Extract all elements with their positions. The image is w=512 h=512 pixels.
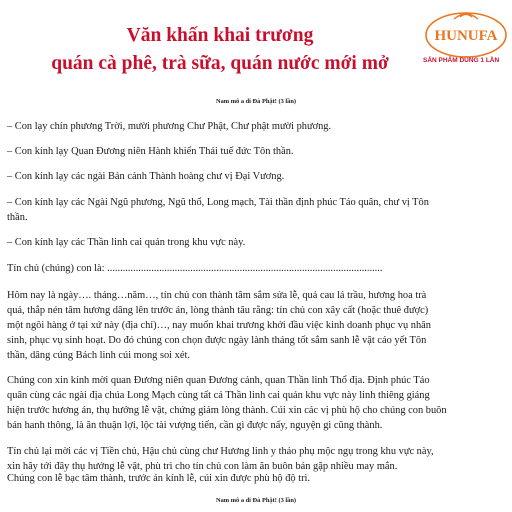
invocation-1: – Con lạy chín phương Trời, mười phương Chư Phật, Chư phật mười phương.	[7, 121, 332, 132]
invocation-4-line-1: – Con kính lạy các Ngài Ngũ phương, Ngũ thổ, Long mạch, Tài thần định phúc Táo quân, chư vị Tôn	[7, 197, 429, 208]
invocation-3: – Con kính lạy các ngài Bản cảnh Thành hoàng chư vị Đại Vương.	[7, 171, 285, 182]
invocation-2: – Con kính lạy Quan Đương niên Hành khiển Thái tuế đức Tôn thần.	[7, 146, 294, 157]
para1-line-4: sinh, phục vụ sinh hoạt. Do đó chúng con chọn được ngày lành tháng tốt sắm sanh lễ vật cáo yết Tôn	[7, 335, 427, 346]
para2-line-1: Chúng con xin kính mời quan Đương niên quan Đương cảnh, quan Thần linh Thổ địa. Định phúc Táo	[7, 375, 430, 386]
logo-tagline: SẢN PHẨM DÙNG 1 LẦN	[423, 57, 500, 64]
title-line-1: Văn khấn khai trương	[126, 25, 314, 46]
logo-mark	[424, 10, 508, 60]
para1-line-3: một ngôi hàng ở tại xứ này (địa chỉ)…, nay muốn khai trương khởi đầu việc kinh doanh phục vụ nhân	[7, 320, 431, 331]
para3-line-1: Tín chủ lại mời các vị Tiền chủ, Hậu chủ cùng chư Hương linh y thảo phụ mộc ngụ trong khu vực này,	[7, 446, 434, 457]
title-line-2: quán cà phê, trà sữa, quán nước mới mở	[51, 53, 389, 74]
para2-line-4: bán hanh thông, là ăn thuận lợi, lộc tài vượng tiến, cần gì được nấy, nguyện gì cũng thành.	[7, 420, 383, 431]
para1-line-1: Hôm nay là ngày…. tháng…năm…, tín chủ con thành tâm sắm sửa lễ, quả cau lá trầu, hương hoa trà	[7, 290, 427, 301]
para1-line-2: quả, thắp nén tâm hương dâng lên trước án, lòng thành tâu rằng: tín chủ con xây cất (hoặc thuê được)	[7, 305, 429, 316]
para3-line-2: xin hãy tới đây thụ hưởng lễ vật, phù trì cho tín chủ con làm ăn buôn bán gặp nhiều may mắn.	[7, 461, 398, 472]
closing-chant: Nam mô a di Đà Phật! (3 lần)	[215, 497, 297, 504]
devotee-line: Tín chủ (chúng) con là: ..........................................................................................................	[7, 263, 383, 274]
para2-line-3: hiện trước hương án, thụ hưởng lễ vật, chứng giám lòng thành. Cúi xin các vị phù hộ cho chúng con buôn	[7, 405, 447, 416]
para2-line-2: quân cùng các ngài địa chúa Long Mạch cùng tất cả Thần linh cai quản khu vực này linh thiêng giáng	[7, 390, 430, 401]
para1-line-5: thần, dâng cúng Bách linh cúi mong soi xét.	[7, 350, 190, 361]
invocation-4-line-2: thần.	[7, 212, 28, 223]
intro-chant: Nam mô a di Đà Phật! (3 lần)	[215, 98, 297, 105]
para4: Chúng con lễ bạc tâm thành, trước án kính lễ, cúi xin được phù hộ độ trì.	[7, 473, 311, 484]
logo-text: HUNUFA	[434, 28, 498, 44]
invocation-5: – Con kính lạy các Thần linh cai quản trong khu vực này.	[7, 237, 246, 248]
